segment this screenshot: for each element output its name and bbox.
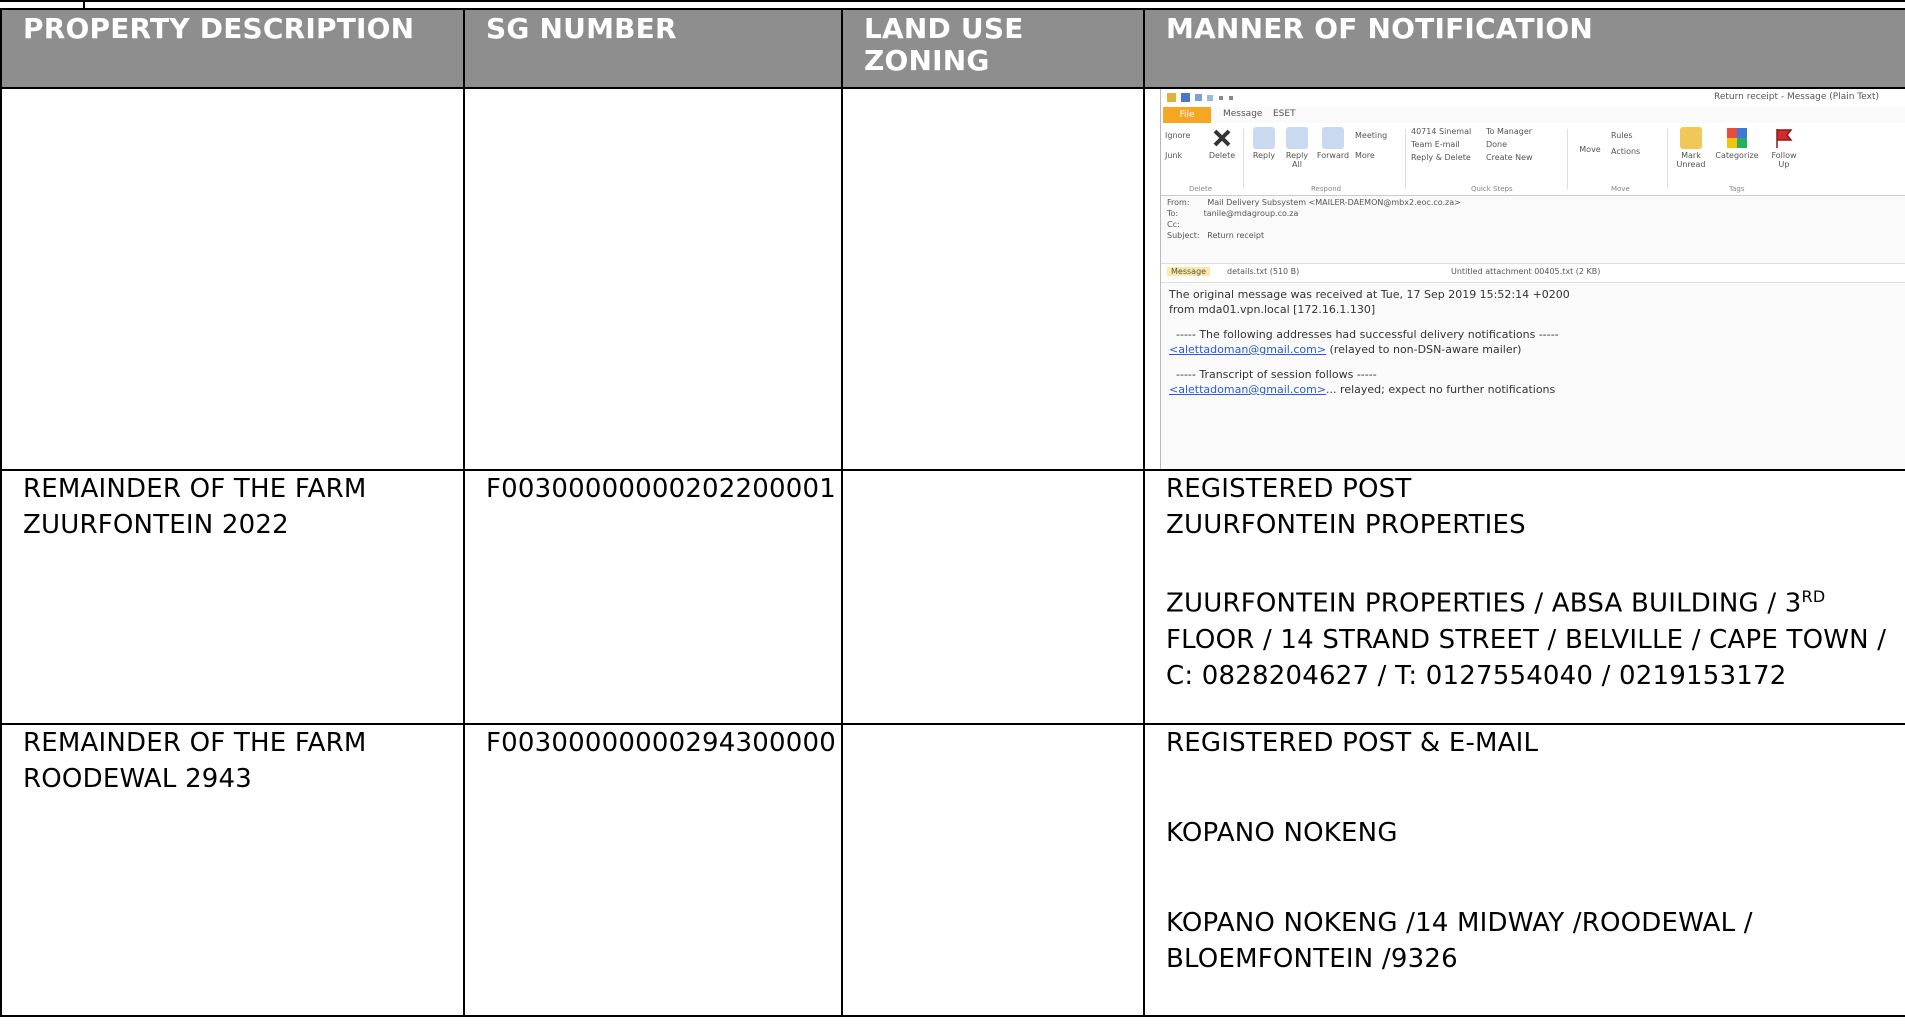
attachment-details: details.txt (510 B)	[1227, 267, 1300, 276]
notification-method: REGISTERED POST	[1166, 474, 1412, 504]
empty-cell	[464, 88, 842, 470]
header-land-use-zoning	[842, 9, 1144, 88]
body-line: from mda01.vpn.local [172.16.1.130]	[1169, 303, 1376, 316]
reply-label: Reply	[1252, 151, 1276, 160]
tab-eset: ESET	[1273, 109, 1296, 119]
email-screenshot-cell	[1144, 88, 1905, 470]
email-body	[1169, 287, 1899, 407]
done-label: Done	[1486, 140, 1508, 149]
follow-up-button	[1765, 127, 1803, 169]
email-subject-row	[1161, 230, 1905, 241]
group-quick-steps-label: Quick Steps	[1471, 185, 1513, 193]
sg-number-cell	[464, 724, 842, 1016]
email-attachments-bar	[1161, 263, 1905, 283]
email-window-title: Return receipt - Message (Plain Text)	[1713, 92, 1879, 102]
ribbon-separator	[1567, 129, 1568, 189]
table-row	[1, 724, 1905, 1016]
sg-number-cell	[464, 470, 842, 724]
tab-message: Message	[1223, 109, 1263, 119]
ribbon-separator	[1405, 129, 1406, 189]
categorize-label: Categorize	[1715, 151, 1759, 160]
property-description: REMAINDER OF THE FARM ZUURFONTEIN 2022	[23, 474, 367, 540]
categorize-icon	[1726, 127, 1748, 149]
create-new-step	[1486, 153, 1556, 162]
header-property-description: PROPERTY DESCRIPTION	[1, 9, 464, 88]
body-line: The original message was received at Tue, 17 Sep 2019 15:52:14 +0200	[1169, 288, 1570, 301]
notification-method: REGISTERED POST & E-MAIL	[1166, 728, 1539, 758]
email-title-bar	[1161, 89, 1905, 107]
email-body-paragraph	[1169, 327, 1899, 357]
property-description: REMAINDER OF THE FARM ROODEWAL 2943	[23, 728, 367, 794]
notification-name: KOPANO NOKENG	[1166, 818, 1398, 848]
table-row	[1, 470, 1905, 724]
done-step	[1486, 140, 1556, 149]
email-ribbon	[1161, 123, 1905, 196]
group-delete-label: Delete	[1189, 185, 1212, 193]
more-label: More	[1355, 151, 1375, 160]
email-ribbon-tabs	[1161, 107, 1905, 123]
body-line: ... relayed; expect no further notifications	[1326, 383, 1556, 396]
junk-button	[1165, 151, 1205, 160]
from-value: Mail Delivery Subsystem <MAILER-DAEMON@mbx2.eoc.co.za>	[1207, 198, 1461, 207]
forward-label: Forward	[1316, 151, 1350, 160]
empty-cell	[842, 88, 1144, 470]
quick-access-toolbar-icon	[1165, 92, 1275, 104]
zoning-cell	[842, 470, 1144, 724]
subject-label: Subject:	[1167, 231, 1200, 240]
move-button	[1575, 145, 1605, 154]
meeting-button	[1355, 131, 1401, 140]
body-line: (relayed to non-DSN-aware mailer)	[1326, 343, 1522, 356]
to-value: tanile@mdagroup.co.za	[1203, 209, 1299, 218]
notification-name: ZUURFONTEIN PROPERTIES	[1166, 510, 1526, 540]
reply-icon	[1253, 127, 1275, 149]
quick-step-2	[1411, 140, 1481, 149]
notification-address	[1166, 579, 1889, 694]
notification-cell	[1144, 724, 1905, 1016]
spacer	[1166, 543, 1889, 579]
to-manager-step	[1486, 127, 1556, 136]
attachment-message: Message	[1167, 267, 1210, 276]
body-line: ----- Transcript of session follows -----	[1176, 368, 1377, 381]
actions-label: Actions	[1611, 147, 1641, 156]
quick-step-3	[1411, 153, 1481, 162]
from-label: From:	[1167, 198, 1190, 207]
group-tags-label: Tags	[1729, 185, 1745, 193]
group-move-label: Move	[1611, 185, 1630, 193]
forward-button	[1315, 127, 1351, 160]
email-body-paragraph	[1169, 287, 1899, 317]
address-part: FLOOR / 14 STRAND STREET / BELVILLE / CAPE TOWN / C: 0828204627 / T: 0127554040 / 0219153172	[1166, 624, 1887, 691]
subject-value: Return receipt	[1207, 231, 1265, 240]
notification-address: KOPANO NOKENG /14 MIDWAY /ROODEWAL / BLOEMFONTEIN /9326	[1166, 908, 1753, 974]
property-description-cell	[1, 724, 464, 1016]
cc-label: Cc:	[1167, 220, 1180, 229]
property-description-cell	[1, 470, 464, 724]
meeting-label: Meeting	[1355, 131, 1388, 140]
notification-cell	[1144, 470, 1905, 724]
reply-button	[1249, 127, 1279, 160]
move-label: Move	[1579, 145, 1601, 154]
to-label: To:	[1167, 209, 1179, 218]
forward-icon	[1322, 127, 1344, 149]
spacer	[1166, 761, 1785, 815]
email-body-paragraph	[1169, 367, 1899, 397]
email-link: <alettadoman@gmail.com>	[1169, 383, 1327, 396]
zoning-cell	[842, 724, 1144, 1016]
quick-step-2-label: Team E-mail	[1411, 140, 1460, 149]
follow-up-label: Follow Up	[1771, 151, 1797, 169]
junk-label: Junk	[1165, 151, 1183, 160]
address-superscript: RD	[1801, 587, 1826, 606]
reply-all-button	[1281, 127, 1313, 169]
email-header	[1161, 197, 1905, 263]
ignore-button	[1165, 131, 1205, 140]
email-link: <alettadoman@gmail.com>	[1169, 343, 1327, 356]
attachment-untitled: Untitled attachment 00405.txt (2 KB)	[1451, 267, 1601, 276]
mark-unread-label: Mark Unread	[1676, 151, 1706, 169]
sg-number: F00300000000294300000	[486, 728, 836, 758]
ribbon-separator	[1243, 129, 1244, 189]
spacer	[1166, 851, 1785, 905]
empty-cell	[1, 88, 464, 470]
rules-label: Rules	[1611, 131, 1633, 140]
quick-step-1-label: 40714 Sinemal	[1411, 127, 1472, 136]
ribbon-separator	[1667, 129, 1668, 189]
address-part: ZUURFONTEIN PROPERTIES / ABSA BUILDING / 3	[1166, 588, 1802, 619]
ignore-label: Ignore	[1165, 131, 1191, 140]
email-cc-row	[1161, 219, 1905, 230]
quick-step-3-label: Reply & Delete	[1411, 153, 1471, 162]
email-screenshot	[1160, 89, 1905, 469]
body-line: ----- The following addresses had successful delivery notifications -----	[1176, 328, 1559, 341]
categorize-button	[1713, 127, 1761, 160]
mark-unread-icon	[1680, 127, 1702, 149]
tab-file: File	[1163, 107, 1211, 123]
delete-label: Delete	[1208, 151, 1236, 160]
email-from-row	[1161, 197, 1905, 208]
header-manner-of-notification: MANNER OF NOTIFICATION	[1144, 9, 1905, 88]
to-manager-label: To Manager	[1486, 127, 1533, 136]
rules-button	[1611, 131, 1661, 140]
table-row	[1, 88, 1905, 470]
notification-table	[0, 8, 1905, 1017]
table-header-row	[1, 9, 1905, 88]
header-sg-number: SG NUMBER	[464, 9, 842, 88]
group-respond-label: Respond	[1311, 185, 1342, 193]
create-new-label: Create New	[1486, 153, 1533, 162]
header-land-use-zoning-text: LAND USE ZONING	[864, 12, 1024, 77]
more-button	[1355, 151, 1401, 160]
reply-all-label: Reply All	[1285, 151, 1309, 169]
quick-step-1	[1411, 127, 1481, 136]
sg-number: F00300000000202200001	[486, 474, 836, 504]
email-to-row	[1161, 208, 1905, 219]
delete-button	[1205, 127, 1239, 160]
delete-icon	[1211, 127, 1233, 149]
actions-button	[1611, 147, 1661, 156]
mark-unread-button	[1673, 127, 1709, 169]
reply-all-icon	[1286, 127, 1308, 149]
flag-icon	[1773, 127, 1795, 149]
